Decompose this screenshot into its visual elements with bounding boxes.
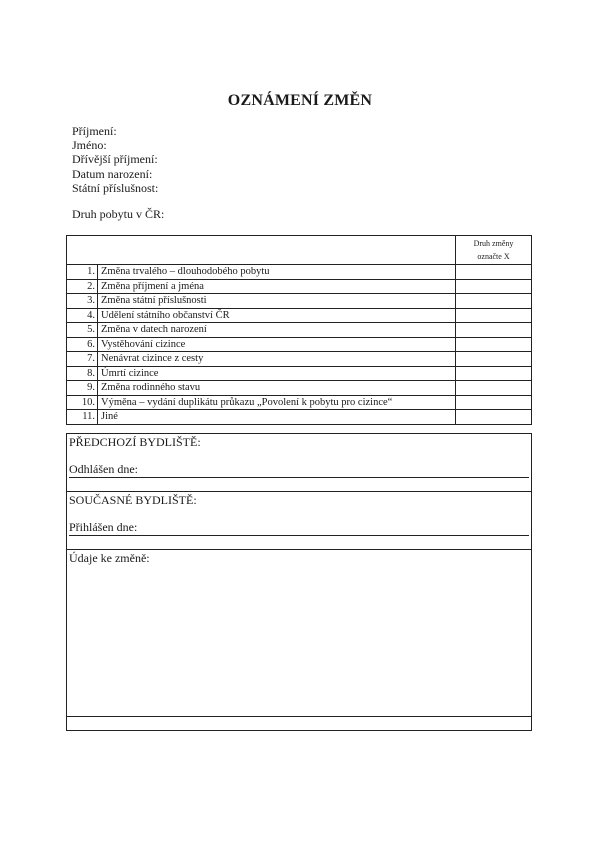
mark-column-header: [456, 236, 532, 265]
personal-fields: [72, 124, 158, 195]
section-divider: [67, 491, 531, 492]
row-label: Nenávrat cizince z cesty: [98, 352, 456, 367]
table-row: [67, 279, 532, 294]
table-row: [67, 337, 532, 352]
row-label: Úmrtí cizince: [98, 366, 456, 381]
table-row: [67, 308, 532, 323]
deregistered-date-label: Odhlášen dne:: [69, 462, 138, 476]
residence-type-label: Druh pobytu v ČR:: [72, 207, 165, 221]
row-label: Změna rodinného stavu: [98, 381, 456, 396]
previous-residence-heading: PŘEDCHOZÍ BYDLIŠTĚ:: [69, 435, 201, 449]
row-label: Změna státní příslušnosti: [98, 294, 456, 309]
table-row: [67, 410, 532, 425]
mark-cell[interactable]: [456, 366, 532, 381]
mark-cell[interactable]: [456, 308, 532, 323]
first-name-label: Jméno:: [72, 138, 107, 153]
mark-cell[interactable]: [456, 265, 532, 280]
mark-cell[interactable]: [456, 323, 532, 338]
mark-cell[interactable]: [456, 381, 532, 396]
table-row: [67, 265, 532, 280]
header-blank-cell: [67, 236, 456, 265]
row-number: 8.: [67, 366, 98, 381]
form-title: OZNÁMENÍ ZMĚN: [227, 92, 373, 109]
mark-cell[interactable]: [456, 294, 532, 309]
mark-cell[interactable]: [456, 395, 532, 410]
mark-cell[interactable]: [456, 279, 532, 294]
former-surname-label: Dřívější příjmení:: [72, 152, 158, 167]
table-row: [67, 395, 532, 410]
row-number: 3.: [67, 294, 98, 309]
table-row: [67, 294, 532, 309]
row-number: 1.: [67, 265, 98, 280]
row-number: 11.: [67, 410, 98, 425]
row-number: 4.: [67, 308, 98, 323]
changes-table-header: [67, 236, 532, 265]
nationality-label: Státní příslušnost:: [72, 180, 159, 195]
row-label: Změna trvalého – dlouhodobého pobytu: [98, 265, 456, 280]
row-label: Vystěhování cizince: [98, 337, 456, 352]
row-number: 2.: [67, 279, 98, 294]
table-row: [67, 352, 532, 367]
row-number: 6.: [67, 337, 98, 352]
surname-label: Příjmení:: [72, 124, 117, 138]
row-number: 5.: [67, 323, 98, 338]
residence-box: [66, 433, 532, 731]
table-row: [67, 366, 532, 381]
current-residence-heading: SOUČASNÉ BYDLIŠTĚ:: [69, 493, 197, 507]
deregistered-date-line[interactable]: [69, 477, 529, 478]
row-label: Výměna – vydání duplikátu průkazu „Povolení k pobytu pro cizince“: [98, 395, 456, 410]
row-label: Změna příjmení a jména: [98, 279, 456, 294]
mark-header-line-1: Druh změny: [473, 239, 514, 248]
registered-date-label: Přihlášen dne:: [69, 520, 138, 534]
changes-table: [66, 235, 532, 425]
table-row: [67, 381, 532, 396]
row-number: 7.: [67, 352, 98, 367]
row-label: Udělení státního občanství ČR: [98, 308, 456, 323]
row-number: 10.: [67, 395, 98, 410]
mark-cell[interactable]: [456, 352, 532, 367]
mark-header-line-2: označte X: [477, 252, 510, 261]
row-number: 9.: [67, 381, 98, 396]
mark-cell[interactable]: [456, 410, 532, 425]
mark-cell[interactable]: [456, 337, 532, 352]
table-row: [67, 323, 532, 338]
registered-date-line[interactable]: [69, 535, 529, 536]
section-divider: [67, 549, 531, 550]
row-label: Jiné: [98, 410, 456, 425]
section-divider: [67, 716, 531, 717]
row-label: Změna v datech narození: [98, 323, 456, 338]
change-details-heading: Údaje ke změně:: [69, 551, 150, 565]
birth-date-label: Datum narození:: [72, 166, 153, 181]
